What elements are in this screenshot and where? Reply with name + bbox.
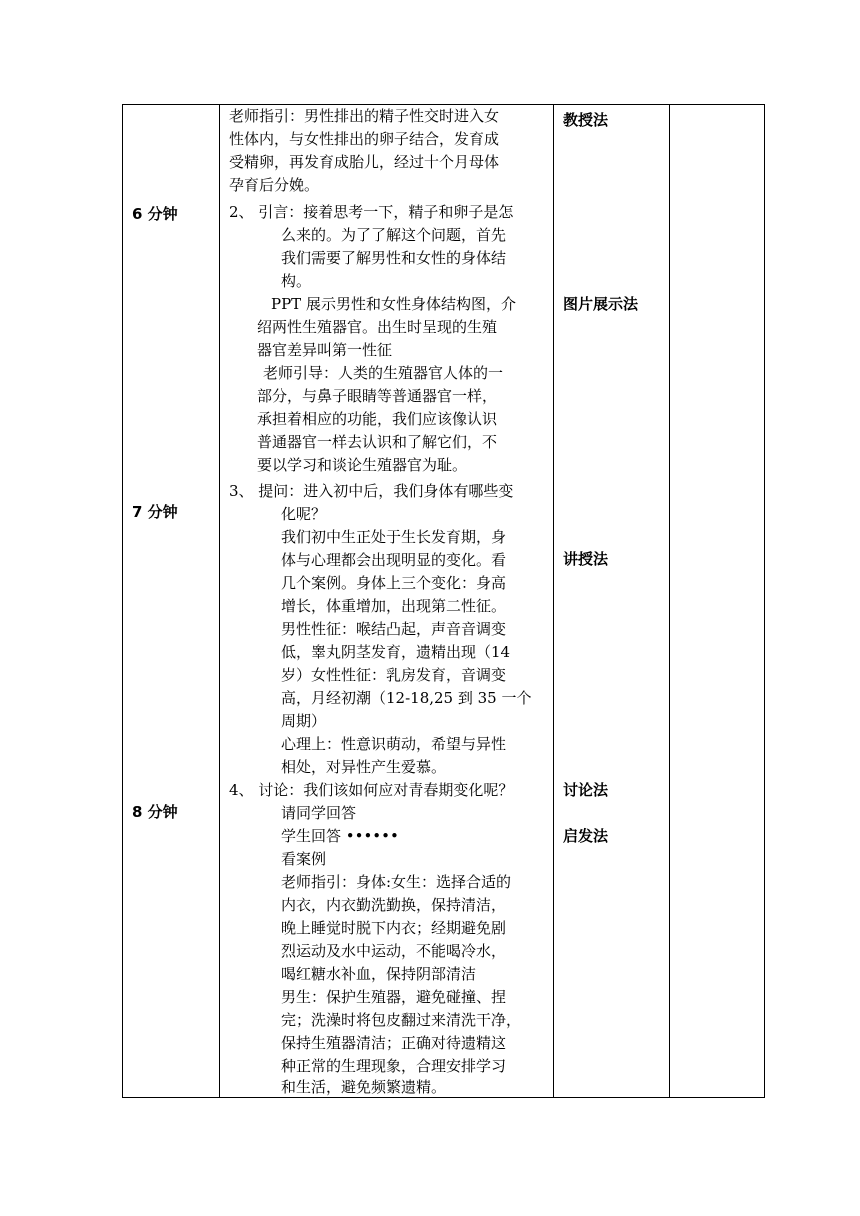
content-line: 增长，体重增加，出现第二性征。 [281, 597, 507, 615]
content-line: 要以学习和谈论生殖器官为耻。 [257, 456, 468, 474]
content-line: 请同学回答 [281, 804, 357, 822]
column-divider [669, 105, 670, 1097]
method-cell: 讨论法 [563, 781, 609, 799]
content-line: 普通器官一样去认识和了解它们，不 [257, 433, 498, 451]
time-cell: 6 分钟 [132, 205, 178, 223]
content-line: 烈运动及水中运动，不能喝冷水， [281, 942, 507, 960]
content-line: 化呢？ [281, 505, 327, 523]
content-line: 内衣，内衣勤洗勤换，保持清洁， [281, 896, 507, 914]
content-line: 男性性征：喉结凸起，声音音调变 [281, 620, 507, 638]
content-line: 心理上：性意识萌动，希望与异性 [281, 735, 507, 753]
content-line: 相处，对异性产生爱慕。 [281, 758, 447, 776]
content-line: 体与心理都会出现明显的变化。看 [281, 551, 507, 569]
content-line: 岁）女性性征：乳房发育，音调变 [281, 666, 507, 684]
lesson-plan-table [122, 104, 765, 1098]
content-line: 么来的。为了了解这个问题，首先 [281, 226, 507, 244]
time-cell: 8 分钟 [132, 803, 178, 821]
content-line: 器官差异叫第一性征 [257, 341, 393, 359]
content-line: 2、 引言：接着思考一下，精子和卵子是怎 [229, 203, 514, 221]
content-line: 老师指引：身体:女生：选择合适的 [281, 873, 512, 891]
content-line: 4、 讨论：我们该如何应对青春期变化呢？ [229, 781, 514, 799]
column-divider [553, 105, 554, 1097]
content-line: 完；洗澡时将包皮翻过来清洗干净， [281, 1011, 522, 1029]
content-line: 绍两性生殖器官。出生时呈现的生殖 [257, 318, 498, 336]
content-line: 几个案例。身体上三个变化：身高 [281, 574, 507, 592]
content-line: 老师指引：男性排出的精子性交时进入女 [229, 107, 500, 125]
content-line: 性体内，与女性排出的卵子结合，发育成 [229, 130, 500, 148]
content-line: 和生活，避免频繁遗精。 [281, 1078, 447, 1096]
content-line: 种正常的生理现象，合理安排学习 [281, 1057, 507, 1075]
content-line: 看案例 [281, 850, 327, 868]
content-line: 孕育后分娩。 [229, 176, 320, 194]
method-cell: 讲授法 [563, 550, 609, 568]
method-cell: 启发法 [563, 827, 609, 845]
content-line: 3、 提问：进入初中后，我们身体有哪些变 [229, 482, 514, 500]
time-cell: 7 分钟 [132, 503, 178, 521]
content-line: 承担着相应的功能，我们应该像认识 [257, 410, 498, 428]
content-line: 构。 [281, 272, 312, 290]
content-line: 我们初中生正处于生长发育期，身 [281, 528, 507, 546]
content-line: 低，睾丸阴茎发育，遗精出现（14 [281, 643, 511, 661]
content-line: 学生回答 •••••• [281, 827, 399, 845]
content-line: 高，月经初潮（12-18,25 到 35 一个 [281, 689, 532, 707]
content-line: 男生：保护生殖器，避免碰撞、捏 [281, 988, 507, 1006]
content-line: PPT 展示男性和女性身体结构图，介 [271, 295, 516, 313]
content-line: 周期） [281, 712, 327, 730]
content-line: 晚上睡觉时脱下内衣；经期避免剧 [281, 919, 507, 937]
content-line: 受精卵，再发育成胎儿，经过十个月母体 [229, 153, 500, 171]
content-line: 喝红糖水补血，保持阴部清洁 [281, 965, 477, 983]
method-cell: 图片展示法 [563, 295, 639, 313]
content-line: 我们需要了解男性和女性的身体结 [281, 249, 507, 267]
content-line: 部分，与鼻子眼睛等普通器官一样， [257, 387, 498, 405]
method-cell: 教授法 [563, 111, 609, 129]
content-line: 老师引导：人类的生殖器官人体的一 [263, 364, 504, 382]
column-divider [219, 105, 220, 1097]
content-line: 保持生殖器清洁；正确对待遗精这 [281, 1034, 507, 1052]
